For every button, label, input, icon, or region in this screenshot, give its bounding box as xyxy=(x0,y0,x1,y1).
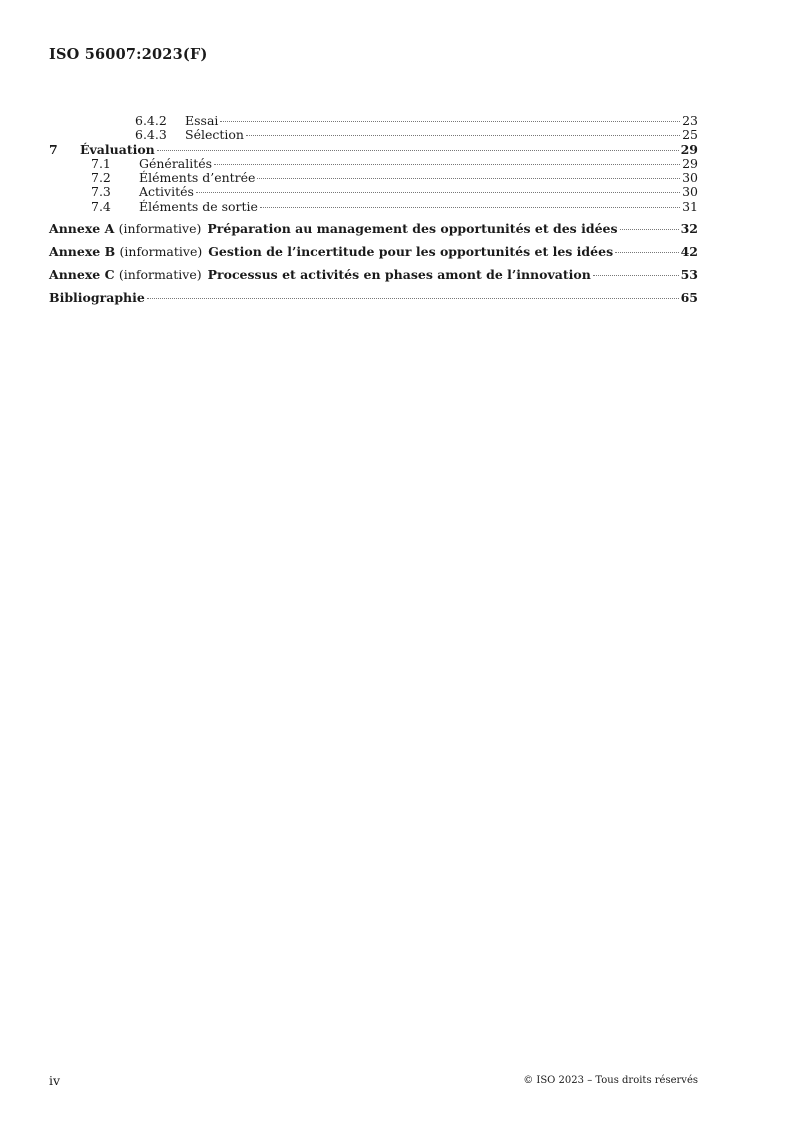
footer-copyright: © ISO 2023 – Tous droits réservés xyxy=(523,1075,698,1086)
annex-type: (informative) xyxy=(118,221,202,237)
annex-letter: Annexe B xyxy=(49,244,116,260)
toc-entry-7-4[interactable] xyxy=(49,200,698,214)
toc-leader-dots xyxy=(257,178,680,179)
annex-type: (informative) xyxy=(118,267,202,283)
toc-leader-dots xyxy=(214,164,680,165)
toc-entry-number: 7.2 xyxy=(91,170,111,186)
toc-entry-page: 30 xyxy=(682,184,698,200)
toc-entry-number: 7.4 xyxy=(91,198,111,214)
toc-leader-dots xyxy=(615,252,678,253)
toc-entry-7-3[interactable] xyxy=(49,185,698,199)
toc-entry-title: Activités xyxy=(139,184,194,200)
toc-entry-number: 6.4.2 xyxy=(135,113,167,128)
toc-annex-c[interactable] xyxy=(49,267,698,283)
toc-leader-dots xyxy=(260,207,680,208)
toc-leader-dots xyxy=(157,150,679,151)
footer-page-number: iv xyxy=(49,1073,61,1088)
toc-entry-page: 25 xyxy=(682,127,698,143)
toc-entry-page: 29 xyxy=(682,155,698,171)
toc-entry-page: 32 xyxy=(680,221,698,237)
annex-title: Préparation au management des opportunités et des idées xyxy=(207,221,618,237)
toc-annex-a[interactable] xyxy=(49,221,698,237)
toc-bibliography[interactable] xyxy=(49,290,698,306)
toc-leader-dots xyxy=(246,135,680,136)
document-id-header: ISO 56007:2023(F) xyxy=(49,46,208,63)
toc-entry-page: 42 xyxy=(680,244,698,260)
toc-entry-6-4-3[interactable] xyxy=(49,128,698,142)
annex-label xyxy=(49,244,202,260)
annex-label xyxy=(49,221,201,237)
toc-leader-dots xyxy=(147,298,679,299)
toc-entry-number: 6.4.3 xyxy=(135,127,167,143)
toc-leader-dots xyxy=(593,275,679,276)
toc-entry-title: Évaluation xyxy=(80,141,155,157)
toc-entry-title: Essai xyxy=(185,113,219,128)
annex-letter: Annexe A xyxy=(49,221,115,237)
toc-entry-page: 29 xyxy=(680,141,698,157)
annex-title: Gestion de l’incertitude pour les opportunités et les idées xyxy=(208,244,614,260)
toc-leader-dots xyxy=(196,192,680,193)
toc-leader-dots xyxy=(220,121,680,122)
toc-entry-title: Éléments d’entrée xyxy=(139,170,256,186)
toc-entry-page: 30 xyxy=(682,170,698,186)
toc-entry-number: 7.3 xyxy=(91,184,111,200)
toc-entry-page: 31 xyxy=(682,198,698,214)
annex-type: (informative) xyxy=(119,244,203,260)
toc-annex-b[interactable] xyxy=(49,244,698,260)
bibliography-title: Bibliographie xyxy=(49,290,145,306)
annex-title: Processus et activités en phases amont de l’innovation xyxy=(207,267,591,283)
toc-entry-7[interactable] xyxy=(49,143,698,157)
annex-label xyxy=(49,267,202,283)
toc-entry-number: 7 xyxy=(49,141,58,157)
toc-entry-page: 65 xyxy=(680,290,698,306)
toc-entry-7-2[interactable] xyxy=(49,171,698,185)
annex-letter: Annexe C xyxy=(49,267,115,283)
table-of-contents xyxy=(49,114,698,306)
toc-entry-number: 7.1 xyxy=(91,155,111,171)
toc-leader-dots xyxy=(620,229,679,230)
toc-entry-title: Éléments de sortie xyxy=(139,198,258,214)
toc-entry-page: 23 xyxy=(682,113,698,128)
toc-entry-title: Sélection xyxy=(185,127,244,143)
toc-entry-6-4-2[interactable] xyxy=(49,114,698,128)
toc-entry-page: 53 xyxy=(680,267,698,283)
toc-entry-title: Généralités xyxy=(139,155,213,171)
toc-entry-7-1[interactable] xyxy=(49,157,698,171)
